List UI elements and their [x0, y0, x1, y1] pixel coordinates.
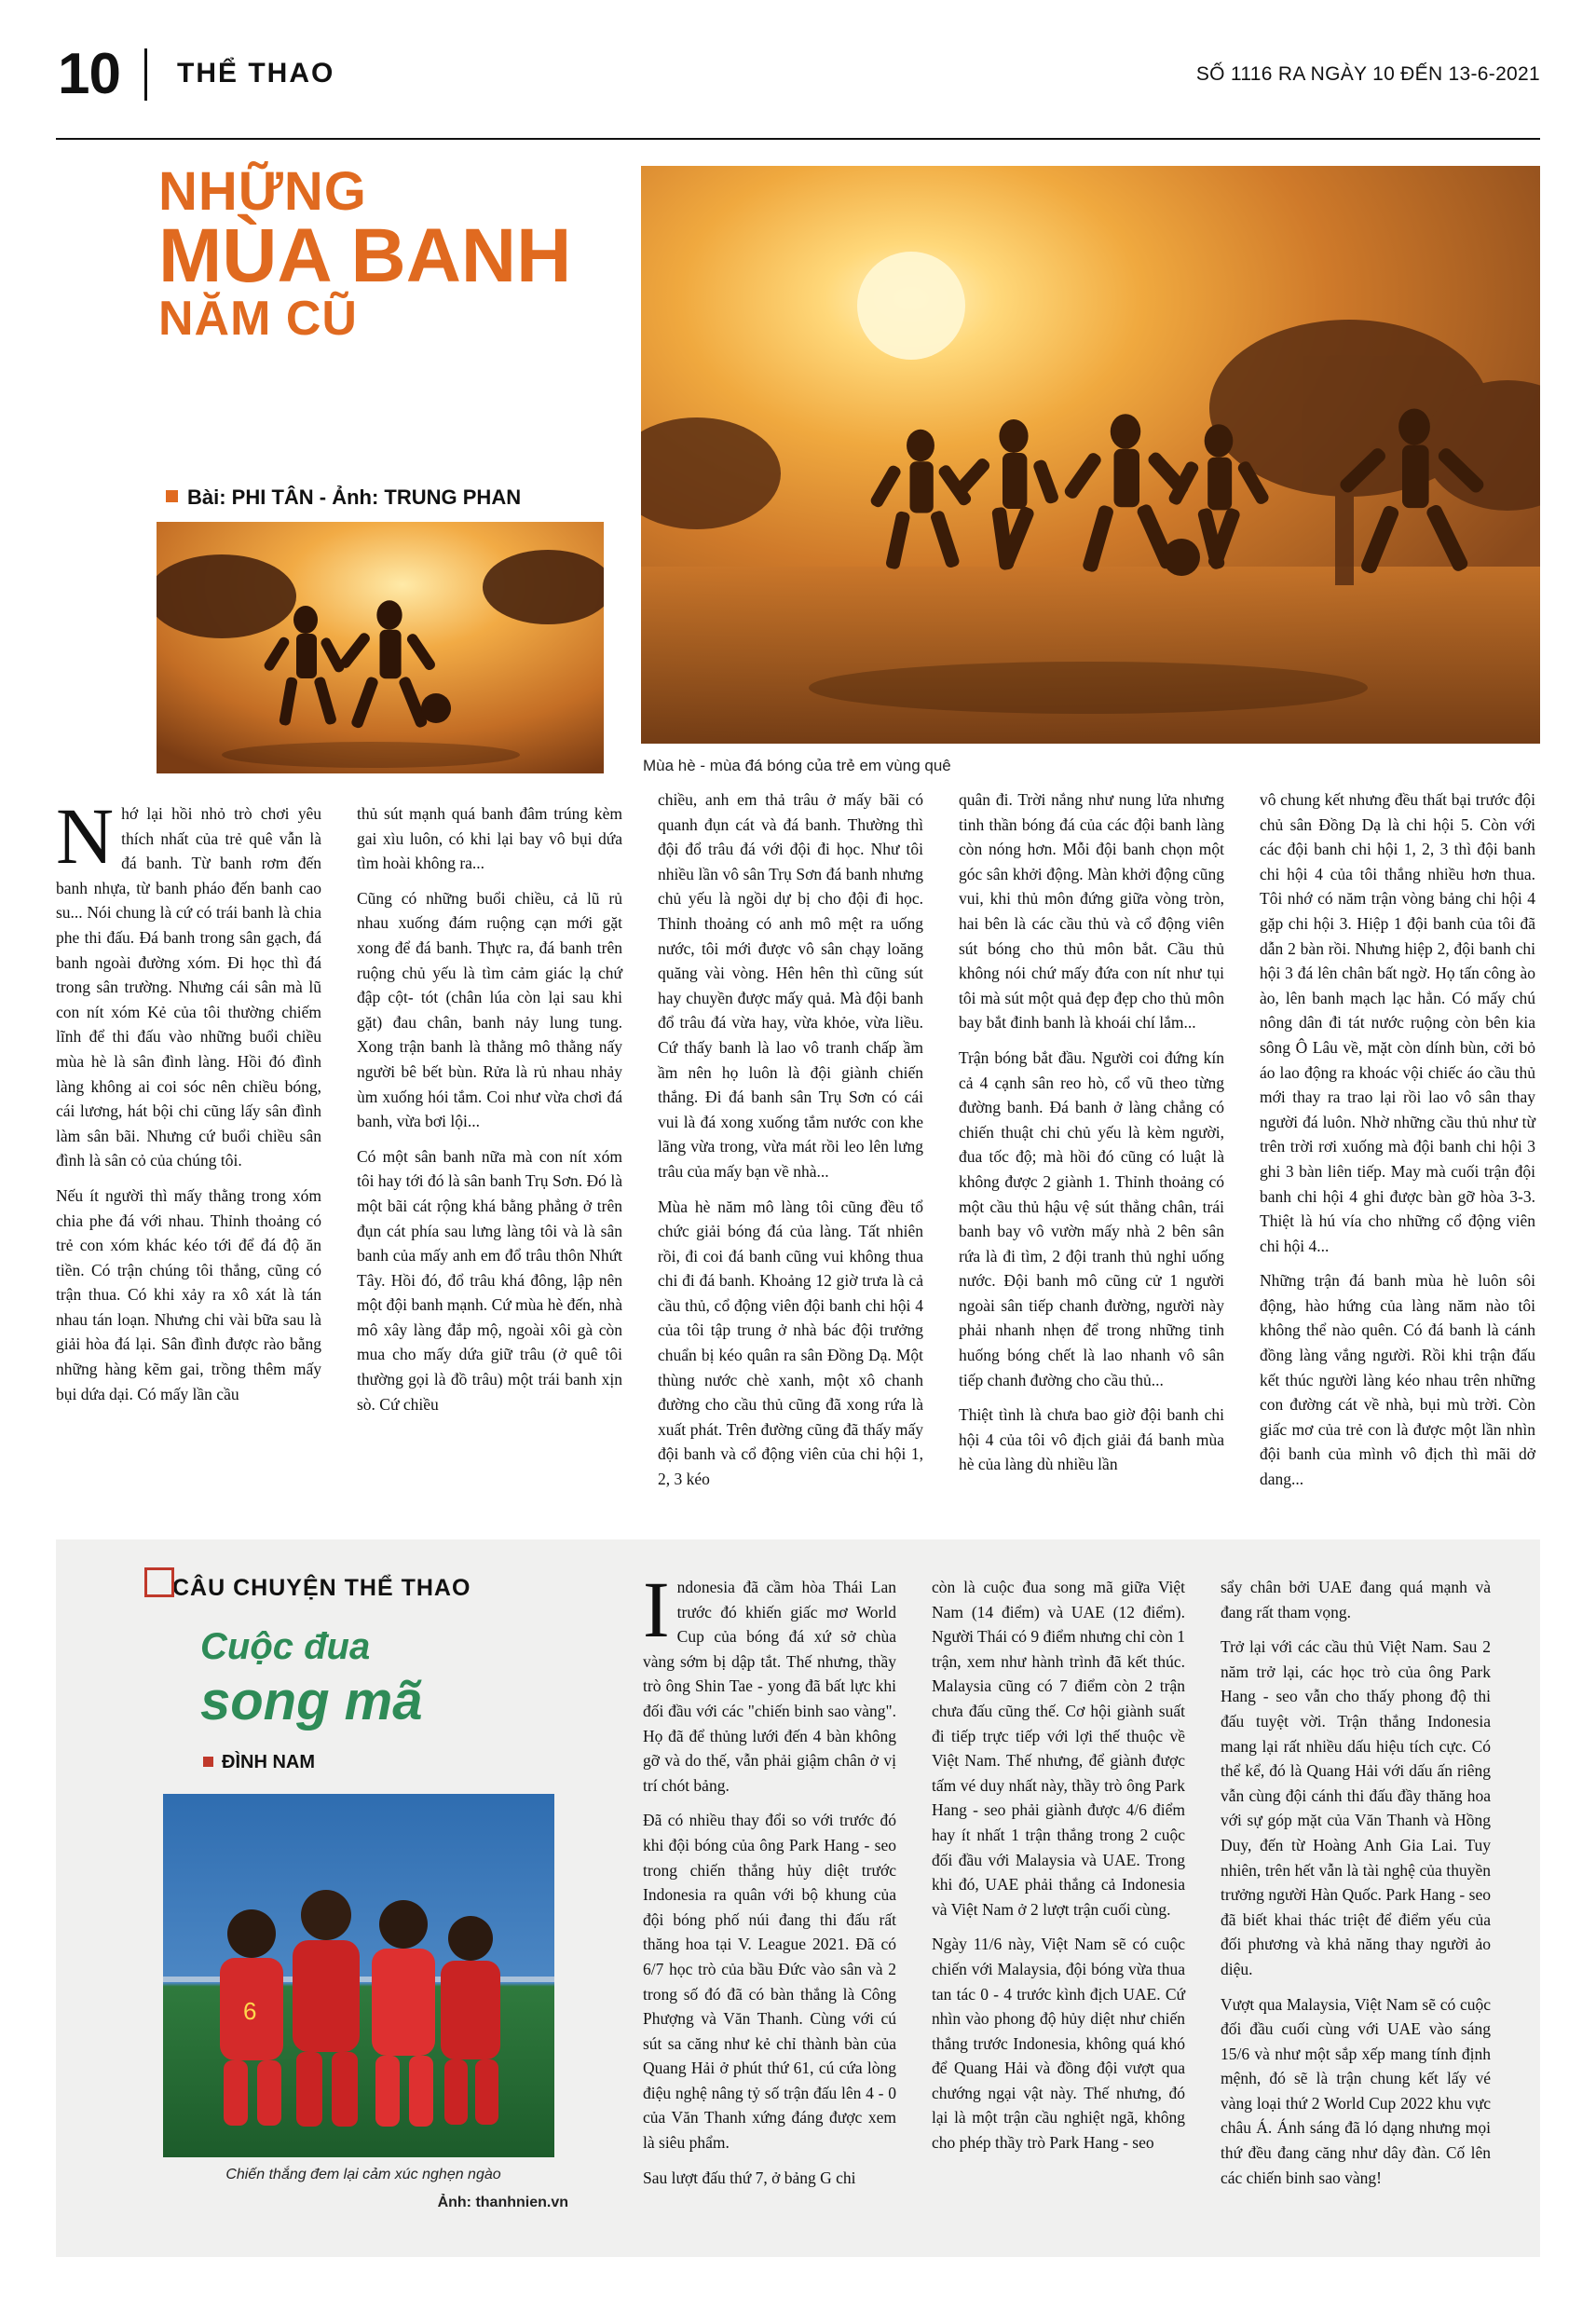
paragraph: Indonesia đã cầm hòa Thái Lan trước đó khiến giấc mơ World Cup của bóng đá xứ sở chùa vàng sớm bị dập tắt. Thế nhưng, thầy trò ông Shin Tae - yong đã bất lực khi đối đầu với các "chiến binh sao vàng". Họ đã để thủng lưới đến 4 bàn không gỡ và do thế, vẫn phải giậm chân ở vị trí chót bảng. — [643, 1565, 896, 1795]
byline — [166, 486, 521, 510]
panel-photo-art — [163, 1794, 554, 2157]
article-headline — [158, 161, 624, 347]
paragraph: thủ sút mạnh quá banh đâm trúng kèm gai xìu luôn, có khi lại bay vô bụi dứa tìm hoài không ra... — [357, 804, 622, 873]
paragraph: sẩy chân bởi UAE đang quá mạnh và đang rất tham vọng. — [1221, 1578, 1491, 1621]
headline-line-1: NHỮNG — [158, 161, 367, 222]
masthead — [0, 0, 1596, 140]
page-number: 10 — [58, 42, 120, 106]
byline-text: Bài: PHI TÂN - Ảnh: TRUNG PHAN — [187, 486, 522, 509]
panel-author-name: ĐÌNH NAM — [222, 1752, 315, 1772]
panel-column-3 — [1221, 1575, 1491, 2200]
paragraph: Có một sân banh nữa mà con nít xóm tôi hay tới đó là sân banh Trụ Sơn. Đó là một bãi cát rộng khá bằng phẳng ở trên đụn cát phía sau lưng làng tôi và là sân banh của mấy anh em đổ trâu thôn Nhứt Tây. Hồi đó, đổ trâu khá đông, lập nên một đội banh mạnh. Cứ mùa hè đến, nhà mô xây làng đắp mộ, ngoài xôi gà còn mua cho mấy dứa giữ trâu (ở quê tôi thường gọi là đồ trâu) một trái banh xịn sò. Cứ chiều — [357, 1146, 622, 1414]
paragraph: quân đi. Trời nắng như nung lửa nhưng tinh thần bóng đá của các đội banh làng còn nóng hơn. Mỗi đội banh chọn một góc sân khởi động. Màn khởi động cũng vui, khi thủ môn đứng giữa vòng tròn, hai bên là các cầu thủ và cổ động viên sút bóng cho thủ môn bắt. Cầu thủ không nói chứ mấy đứa con nít như tụi tôi mà sút một quả đẹp đẹp cho thủ môn bay bắt đinh banh là khoái chí lắm... — [959, 790, 1224, 1033]
panel-kicker — [172, 1575, 471, 1602]
headline-line-3: NĂM CŨ — [158, 292, 358, 347]
paragraph: Vượt qua Malaysia, Việt Nam sẽ có cuộc đối đầu cuối cùng với UAE vào sáng 15/6 và như một sắp xếp mang tính định mệnh, đó sẽ là trận chung kết lấy vé vàng loại thứ 2 World Cup 2022 khu vực châu Á. Ánh sáng đã ló dạng nhưng mọi thứ đều đang căng như dây đàn. Cố lên các chiến binh sao vàng! — [1221, 1994, 1491, 2187]
panel-photo-credit: Ảnh: thanhnien.vn — [437, 2195, 568, 2210]
paragraph: Những trận đá banh mùa hè luôn sôi động, hào hứng của làng năm nào tôi không thể nào quên. Có đá banh là cánh đồng làng vắng người. Rồi khi trận đấu kết thúc người làng kéo nhau trên những con đường cát về nhà, bụi mù trời. Còn giấc mơ của trẻ con là được một lần nhìn đội banh của mình vô địch thì mãi dở dang... — [1260, 1271, 1535, 1489]
paragraph: Mùa hè năm mô làng tôi cũng đều tổ chức giải bóng đá của làng. Tất nhiên rồi, đi coi đá banh cũng vui không thua chi đi đá banh. Khoảng 12 giờ trưa là cả cầu thủ, cổ động viên đội banh chi hội 4 của tôi tập trung ở nhà bác đội trưởng chuẩn bị kéo quân ra sân Đồng Dạ. Một thùng nước chè xanh, một xô chanh đường cho cầu thủ cũng đã xong rứa là xuất phát. Trên đường cũng đã thấy mấy đội banh và cổ động viên của chi hội 1, 2, 3 kéo — [658, 1197, 923, 1489]
panel-column-2 — [932, 1575, 1185, 2166]
article-column-2 — [357, 801, 622, 1427]
panel-title — [200, 1626, 592, 1732]
secondary-photo — [157, 522, 604, 773]
paragraph: Nhớ lại hồi nhỏ trò chơi yêu thích nhất của trẻ quê vẫn là đá banh. Từ banh rơm đến banh nhựa, từ banh pháo đến banh cao su... Nói chung là cứ có trái banh là chia phe thi đấu. Đá banh trong sân gạch, đá banh ngoài đường xóm. Đi học thì đá trong sân trường. Nhưng cái sân mà lũ con nít xóm Kẻ của tôi thường chiếm lĩnh để thi đấu vào những buổi chiều mùa hè là sân đình làng. Hồi đó đình làng không ai coi sóc nên chiều bóng, cái lương, hát bội chi cũng lấy sân đình làm sân bãi. Nhưng cứ buổi chiều sân đình là sân cỏ của chúng tôi. — [56, 791, 321, 1170]
drop-cap: N — [56, 791, 115, 881]
issue-info: SỐ 1116 RA NGÀY 10 ĐẾN 13-6-2021 — [1195, 63, 1540, 85]
main-photo-caption: Mùa hè - mùa đá bóng của trẻ em vùng quê — [643, 757, 951, 774]
bullet-square-icon — [166, 490, 178, 502]
headline-line-2: MÙA BANH — [158, 212, 572, 298]
drop-cap: I — [643, 1565, 670, 1654]
paragraph: chiều, anh em thả trâu ở mấy bãi có quanh đụn cát và đá banh. Thường thì đội đổ trâu đá với đội đi học. Như tôi nhiều lần vô sân Trụ Sơn đá banh nhưng chủ yếu là ngồi dự bị cho đội đi học. Thỉnh thoảng có anh mô mệt ra uống nước, tôi mới được vô sân chạy loăng quăng vài vòng. Hên hên thì cũng sút hay chuyền được mấy quả. Mà đội banh đổ trâu đá vừa hay, vừa khỏe, vừa liều. Cứ thấy banh là lao vô tranh chấp ầm ầm nên họ luôn là đội giành chiến thắng. Đi đá banh sân Trụ Sơn có cái vui là đá xong xuống tắm nước con khe lãng vừa trong, vừa mát rồi leo lên lưng trâu của mấy bạn về nhà... — [658, 790, 923, 1181]
panel-column-1 — [643, 1565, 896, 2200]
paragraph: Trở lại với các cầu thủ Việt Nam. Sau 2 năm trở lại, các học trò của ông Park Hang - seo vẫn cho thấy phong độ thi đấu tuyệt vời. Trận thắng Indonesia mang lại rất nhiều dấu hiệu tích cực. Có thể kể, đó là Quang Hải với dấu ấn riêng vẫn cùng đội cánh thi đấu đầy thăng hoa với sự góp mặt của Văn Thanh và Hồng Duy, đến từ Hoàng Anh Gia Lai. Tuy nhiên, trên hết vẫn là tài nghệ của thuyền trưởng người Hàn Quốc. Park Hang - seo đã biết khai thác triệt để điểm yếu của đối phương và khả năng thay người ảo diệu. — [1221, 1637, 1491, 1978]
header-rule — [56, 138, 1540, 140]
panel-photo-caption: Chiến thắng đem lại cảm xúc nghẹn ngào — [225, 2167, 501, 2182]
panel-kicker-text: CÂU CHUYỆN THỂ THAO — [172, 1575, 471, 1601]
panel-title-line-2: song mã — [200, 1671, 423, 1731]
bullet-square-icon — [203, 1757, 213, 1767]
section-title: THỂ THAO — [177, 58, 335, 89]
secondary-photo-art — [157, 522, 604, 773]
paragraph: Nếu ít người thì mấy thằng trong xóm chia phe đá với nhau. Thỉnh thoảng có trẻ con xóm khác kéo tới để đá độ ăn tiền. Có trận chúng tôi thắng, cũng có trận thua. Có khi xảy ra xô xát là tán nhau tán loạn. Nhưng chi vài bữa sau là giải hòa đá lại. Sân đình được rào bằng những hàng kẽm gai, trồng thêm mấy bụi dứa dại. Có mấy lần cầu — [56, 1185, 321, 1403]
panel-photo — [163, 1794, 554, 2157]
article-column-5 — [1260, 787, 1535, 1502]
kicker-box-icon — [144, 1567, 174, 1597]
paragraph: Đã có nhiều thay đổi so với trước đó khi đội bóng của ông Park Hang - seo trong chiến thắng hủy diệt trước Indonesia ra quân với bộ khung của đội bóng phố núi đang thi đấu rất thăng hoa tại V. League 2021. Đã có 6/7 học trò của bầu Đức vào sân và 2 trong số đó đã có bàn thắng là Công Phượng và Văn Thanh. Cùng với cú sút sa căng như kẻ chỉ thành bàn của Quang Hải ở phút thứ 61, cú cứa lòng điệu nghệ nâng tỷ số trận đấu lên 4 - 0 của Văn Thanh xứng đáng được xem là siêu phẩm. — [643, 1811, 896, 2153]
paragraph: Sau lượt đấu thứ 7, ở bảng G chi — [643, 2168, 856, 2187]
paragraph: còn là cuộc đua song mã giữa Việt Nam (14 điểm) và UAE (12 điểm). Người Thái có 9 điểm nhưng chỉ còn 1 trận, xem như hành trình đã kết thúc. Malaysia cũng có 7 điểm còn 2 trận chưa đấu cũng thế. Cơ hội giành suất đi tiếp trực tiếp với lợi thế thuộc về Việt Nam. Thế nhưng, để giành được tấm vé duy nhất này, thầy trò ông Park Hang - seo phải giành được 4/6 điểm hay ít nhất 1 trận thắng trong 2 cuộc đối đầu với Malaysia và UAE. Trong khi đó, UAE phải thắng cả Indonesia và Việt Nam ở 2 lượt trận cuối cùng. — [932, 1578, 1185, 1919]
svg-text:6: 6 — [243, 1997, 257, 2025]
paragraph: Thiệt tình là chưa bao giờ đội banh chi hội 4 của tôi vô địch giải đá banh mùa hè của làng dù nhiều lần — [959, 1405, 1224, 1474]
panel-title-line-1: Cuộc đua — [200, 1626, 371, 1667]
article-column-1 — [56, 791, 321, 1416]
main-photo-art — [641, 166, 1540, 744]
paragraph: vô chung kết nhưng đều thất bại trước đội chủ sân Đồng Dạ là chi hội 5. Còn với các đội banh chi hội 1, 2, 3 thì đội banh chi hội 4 của tôi thắng nhiều hơn thua. Tôi nhớ có năm trận vòng bảng chi hội 4 gặp chi hội 3. Hiệp 1 đội banh của tôi đã dẫn 2 bàn rồi. Nhưng hiệp 2, đội banh chi hội 3 đá lên chân bất ngờ. Họ tấn công ào ào, lên banh mạch lạc hẳn. Có mấy chú nông dân đi tát nước ruộng còn bên kia sông Ô Lâu về, mặt còn dính bùn, cởi bỏ áo lao động ra khoác vội chiếc áo cầu thủ mới thay ra trao lại rồi lao vô sân thay người đá luôn. Nhờ những cầu thủ như từ trên trời rơi xuống mà đội banh chi hội 3 ghi 3 bàn liên tiếp. May mà cuối trận đội banh chi hội 4 ghi được bàn gỡ hòa 3-3. Thiệt là hú vía cho những cổ động viên chi hội 4... — [1260, 790, 1535, 1255]
paragraph: Cũng có những buổi chiều, cả lũ rủ nhau xuống đám ruộng cạn mới gặt xong để đá banh. Thực ra, đá banh trên ruộng chủ yếu là tìm cảm giác lạ chứ đập cột- tót (chân lúa còn lại sau khi gặt) đau chân, banh nảy lung tung. Xong trận banh là thằng mô thằng nấy người bê bết bùn. Rửa là rủ nhau nhảy ùm xuống hói tắm. Coi như vừa chơi đá banh, vừa bơi lội... — [357, 888, 622, 1131]
panel-author — [203, 1752, 315, 1773]
paragraph: Trận bóng bắt đầu. Người coi đứng kín cả 4 cạnh sân reo hò, cổ vũ theo từng đường banh. Đá banh ở làng chẳng có chiến thuật chi chủ yếu là kèm người, đua tốc độ; mà hồi đó cũng có luật là không được 2 giành 1. Thỉnh thoảng có một cầu thủ hậu vệ sút thẳng chân, trái banh bay vô vườn mấy nhà 2 bên sân rứa là đi tìm, 2 đội tranh thủ nghỉ uống nước. Đội banh mô cũng cử 1 người ngoài sân tiếp chanh đường, người này phải nhanh nhẹn để trong những tinh huống bóng chết là lao nhanh vô sân tiếp chanh đường cho cầu thủ... — [959, 1047, 1224, 1389]
paragraph: Ngày 11/6 này, Việt Nam sẽ có cuộc chiến với Malaysia, đội bóng vừa thua tan tác 0 - 4 trước kình địch UAE. Cứ nhìn vào phong độ hủy diệt như chiến thắng trước Indonesia, không quá khó để Quang Hải và đồng đội vượt qua chướng ngại vật này. Thế nhưng, đó lại là một trận cầu nghiệt ngã, không cho phép thầy trò Park Hang - seo — [932, 1935, 1185, 2153]
article-column-4 — [959, 787, 1224, 1487]
header-divider — [144, 48, 147, 101]
main-photo — [641, 166, 1540, 744]
article-column-3 — [658, 787, 923, 1502]
